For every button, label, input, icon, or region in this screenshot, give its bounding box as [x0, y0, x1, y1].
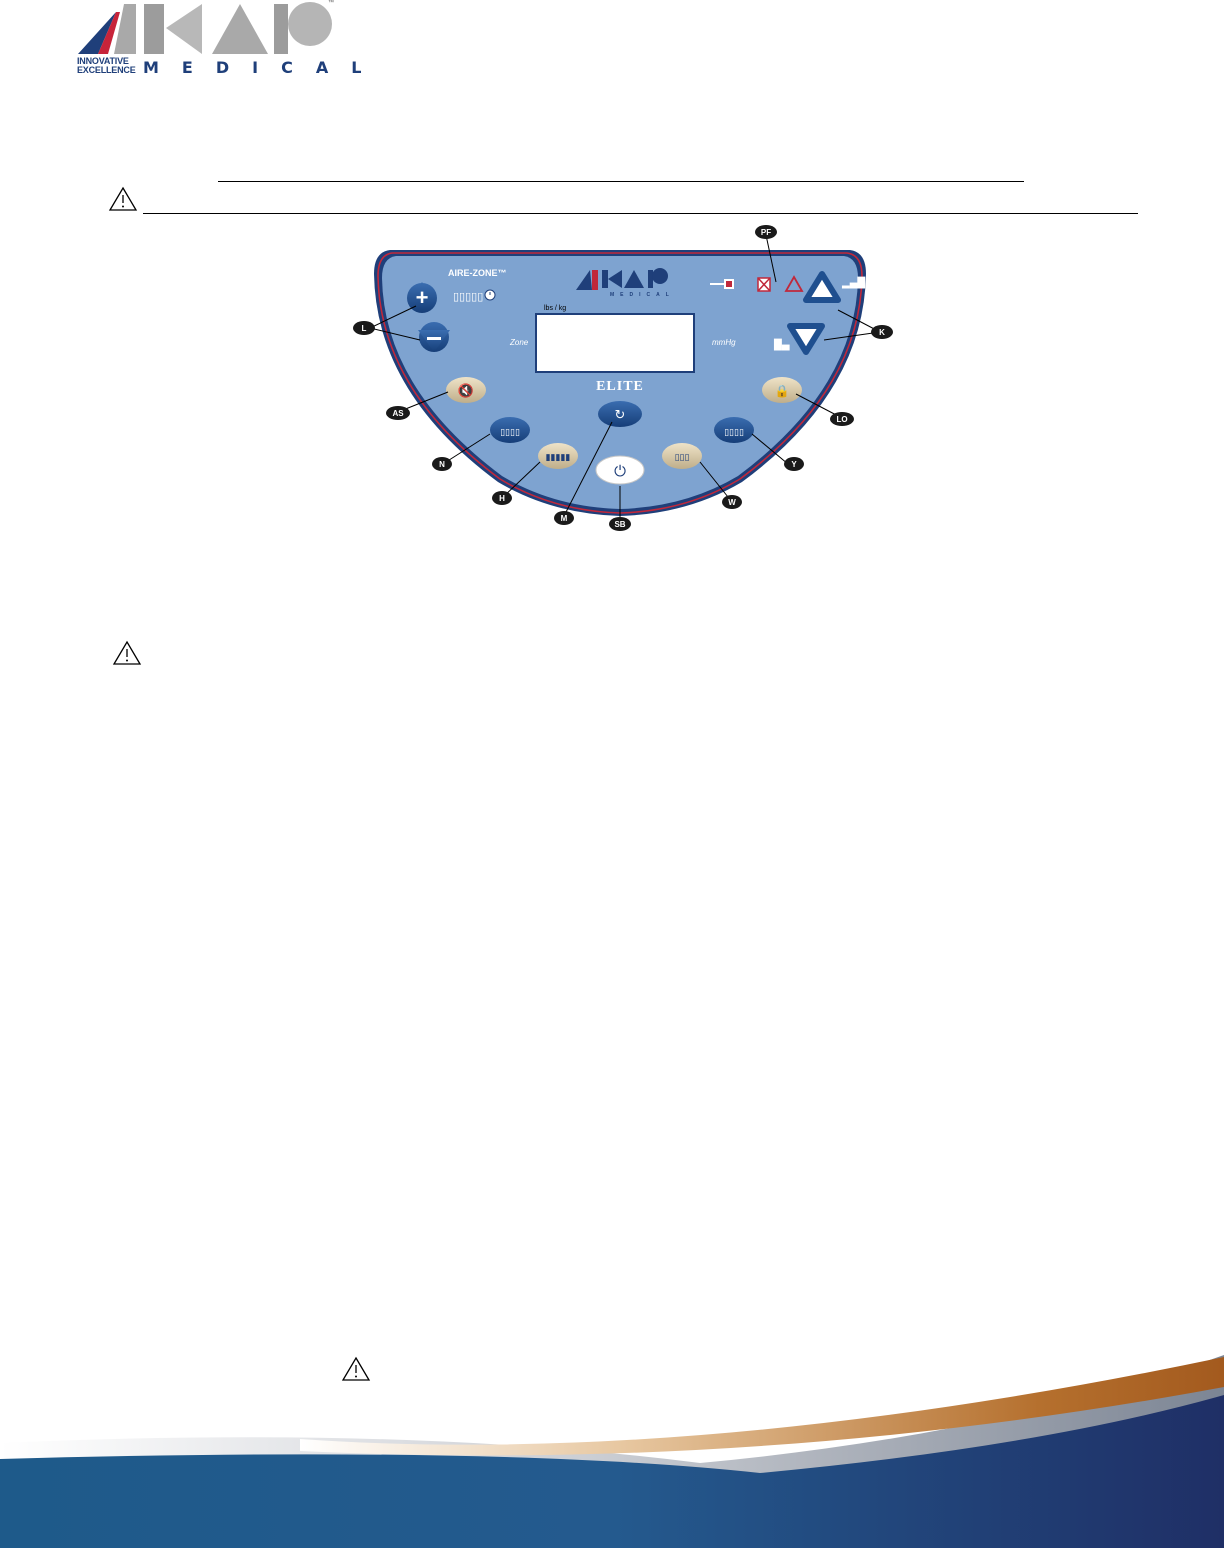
level-bars-icon: ▯▯▯▯▯	[453, 290, 484, 303]
product-line-label: AIRE-ZONE™	[448, 268, 507, 278]
standby-power-icon: ⏻	[614, 462, 626, 480]
warning-icon	[112, 640, 142, 666]
max-inflate-icon: ▮▮▮▮▮	[545, 453, 571, 463]
normal-mode-icon: ▯▯▯▯	[500, 428, 520, 438]
firm-mode-icon: ▯▯▯	[674, 453, 690, 463]
lock-icon: 🔒	[774, 384, 790, 398]
callout-w: W	[728, 498, 736, 507]
signal-down-icon: █▄	[774, 340, 790, 351]
logo-tagline	[77, 57, 137, 75]
mini-brand-label: MEDICAL	[610, 292, 675, 298]
logo-trademark: ™	[328, 0, 334, 6]
logo-tagline-line2: EXCELLENCE	[77, 65, 136, 75]
callout-lo: LO	[836, 415, 848, 424]
lbs-kg-label: lbs / kg	[544, 305, 567, 312]
mode-cycle-icon: ↻	[614, 408, 626, 423]
signal-up-icon: ▂▄█	[842, 278, 866, 289]
control-panel-diagram	[330, 222, 910, 538]
callout-h: H	[499, 494, 505, 503]
callout-as: AS	[392, 409, 404, 418]
mmhg-label: mmHg	[712, 338, 736, 347]
callout-m: M	[560, 514, 568, 523]
alarm-silence-icon: 🔇	[457, 384, 475, 399]
callout-n: N	[439, 460, 445, 469]
top-rule	[218, 181, 1024, 182]
callout-l: L	[361, 324, 367, 333]
callout-y: Y	[791, 460, 797, 469]
logo-wordmark: MEDICAL	[143, 58, 385, 77]
plus-icon: +	[415, 285, 429, 310]
minus-icon	[427, 337, 441, 340]
zone-label: Zone	[510, 338, 529, 347]
model-label: ELITE	[596, 379, 644, 394]
warning-icon	[108, 186, 138, 212]
footer-swoosh	[0, 1355, 1224, 1548]
turn-mode-icon: ▯▯▯▯	[724, 428, 744, 438]
warning-rule	[143, 213, 1138, 214]
callout-pf: PF	[760, 228, 772, 237]
logo-tagline-line1: INNOVATIVE	[77, 56, 129, 66]
callout-k: K	[879, 328, 885, 337]
callout-sb: SB	[614, 520, 626, 529]
